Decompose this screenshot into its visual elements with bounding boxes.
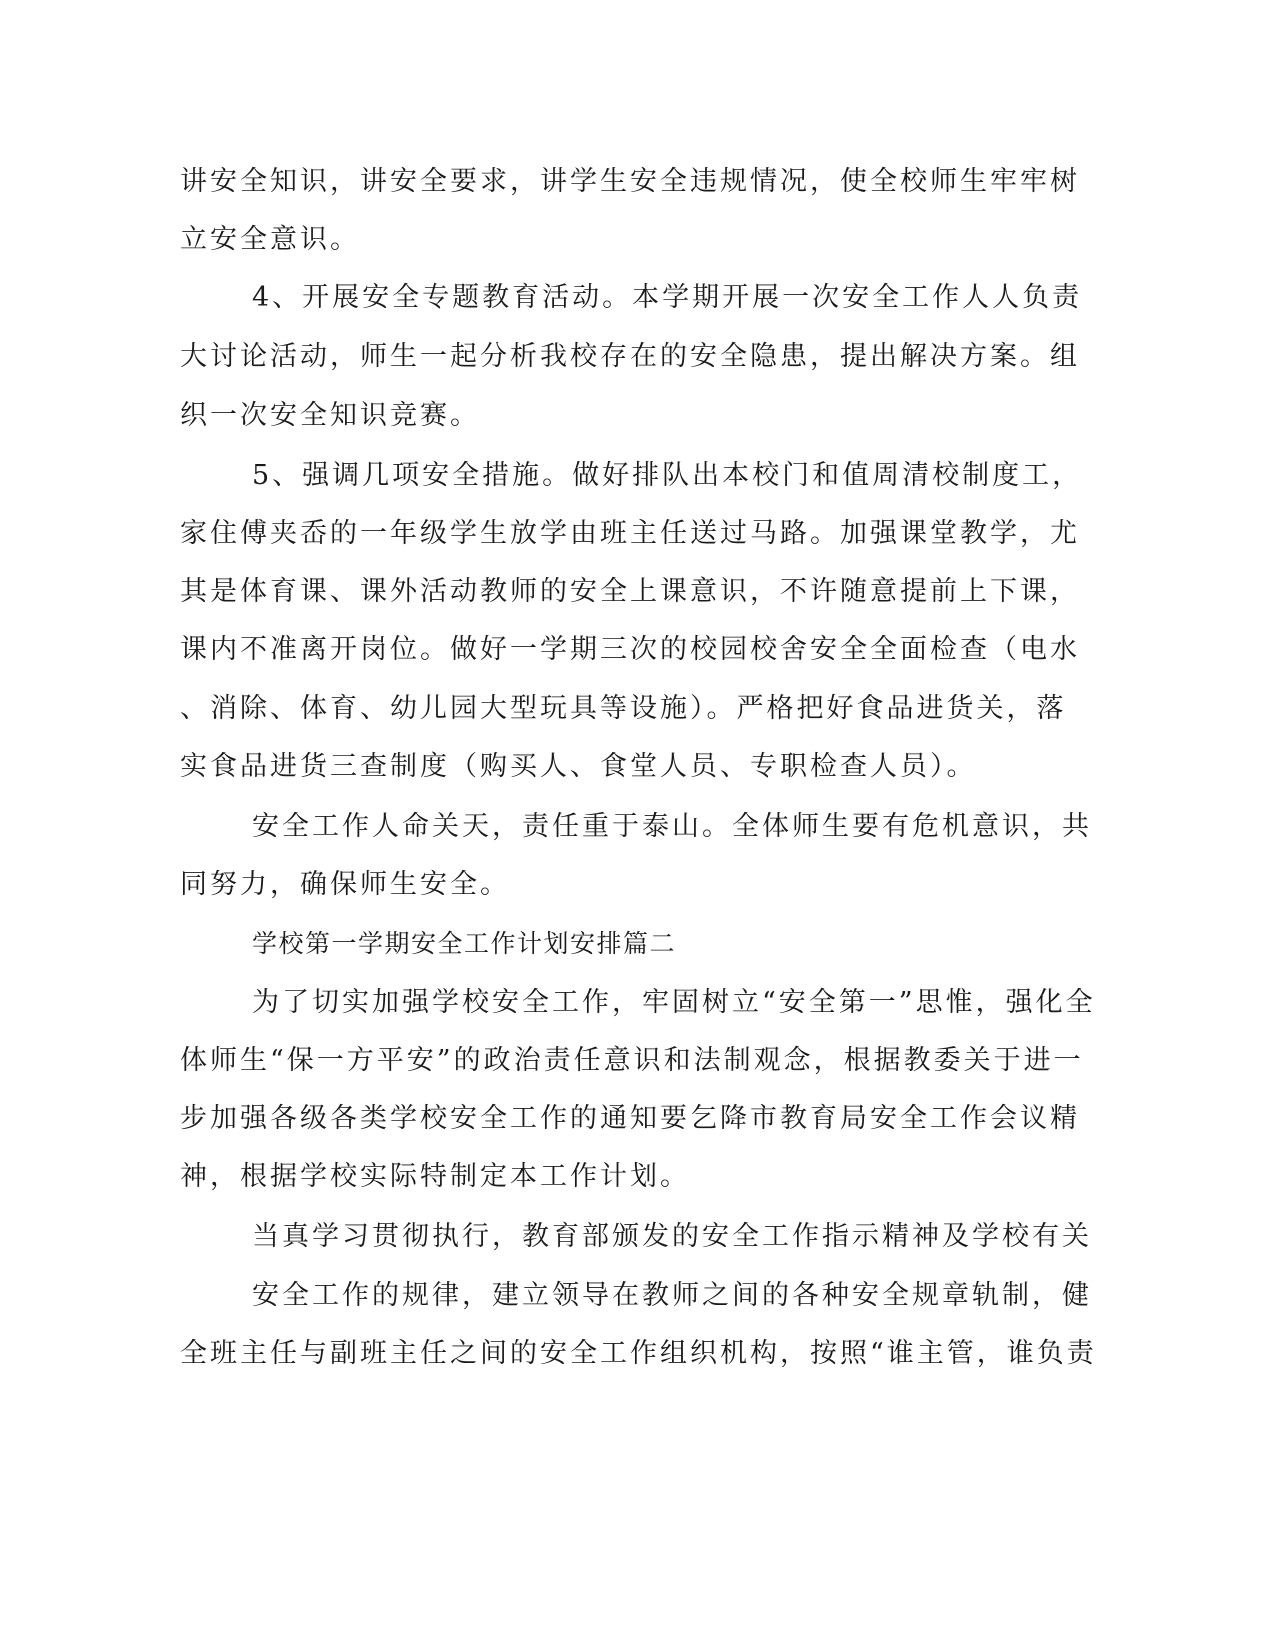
text-line: 体师生“保一方平安”的政治责任意识和法制观念，根据教委关于进一 — [180, 1045, 1084, 1076]
paragraph-start-line: 安全工作人命关天，责任重于泰山。全体师生要有危机意识，共 — [252, 811, 1092, 842]
text-line: 步加强各级各类学校安全工作的通知要乞降市教育局安全工作会议精 — [180, 1103, 1080, 1134]
paragraph-start-line: 当真学习贯彻执行，教育部颁发的安全工作指示精神及学校有关 — [252, 1221, 1092, 1252]
text-line: 其是体育课、课外活动教师的安全上课意识，不许随意提前上下课， — [180, 576, 1080, 607]
text-line: 、消除、体育、幼儿园大型玩具等设施）。严格把好食品进货关，落 — [180, 693, 1067, 724]
text-line: 同努力，确保师生安全。 — [180, 869, 510, 900]
section-heading: 学校第一学期安全工作计划安排篇二 — [252, 929, 677, 958]
text-line: 织一次安全知识竞赛。 — [180, 400, 480, 431]
text-line: 实食品进货三查制度（购买人、食堂人员、专职检查人员）。 — [180, 751, 977, 782]
text-line: 全班主任与副班主任之间的安全工作组织机构，按照“谁主管，谁负责 — [180, 1338, 1097, 1369]
text-line: 立安全意识。 — [180, 224, 360, 255]
text-line: 课内不准离开岗位。做好一学期三次的校园校舍安全全面检查（电水 — [180, 634, 1080, 665]
text-line: 大讨论活动，师生一起分析我校存在的安全隐患，提出解决方案。组 — [180, 341, 1080, 372]
paragraph-start-line: 4、开展安全专题教育活动。本学期开展一次安全工作人人负责 — [252, 282, 1083, 313]
paragraph-start-line: 5、强调几项安全措施。做好排队出本校门和值周清校制度工， — [252, 460, 1083, 491]
text-line: 家住傅夹岙的一年级学生放学由班主任送过马路。加强课堂教学，尤 — [180, 518, 1080, 549]
paragraph-start-line: 为了切实加强学校安全工作，牢固树立“安全第一”思惟，强化全 — [252, 987, 1096, 1018]
paragraph-start-line: 安全工作的规律，建立领导在教师之间的各种安全规章轨制，健 — [252, 1280, 1092, 1311]
text-line: 讲安全知识，讲安全要求，讲学生安全违规情况，使全校师生牢牢树 — [180, 166, 1080, 197]
text-line: 神，根据学校实际特制定本工作计划。 — [180, 1161, 690, 1192]
